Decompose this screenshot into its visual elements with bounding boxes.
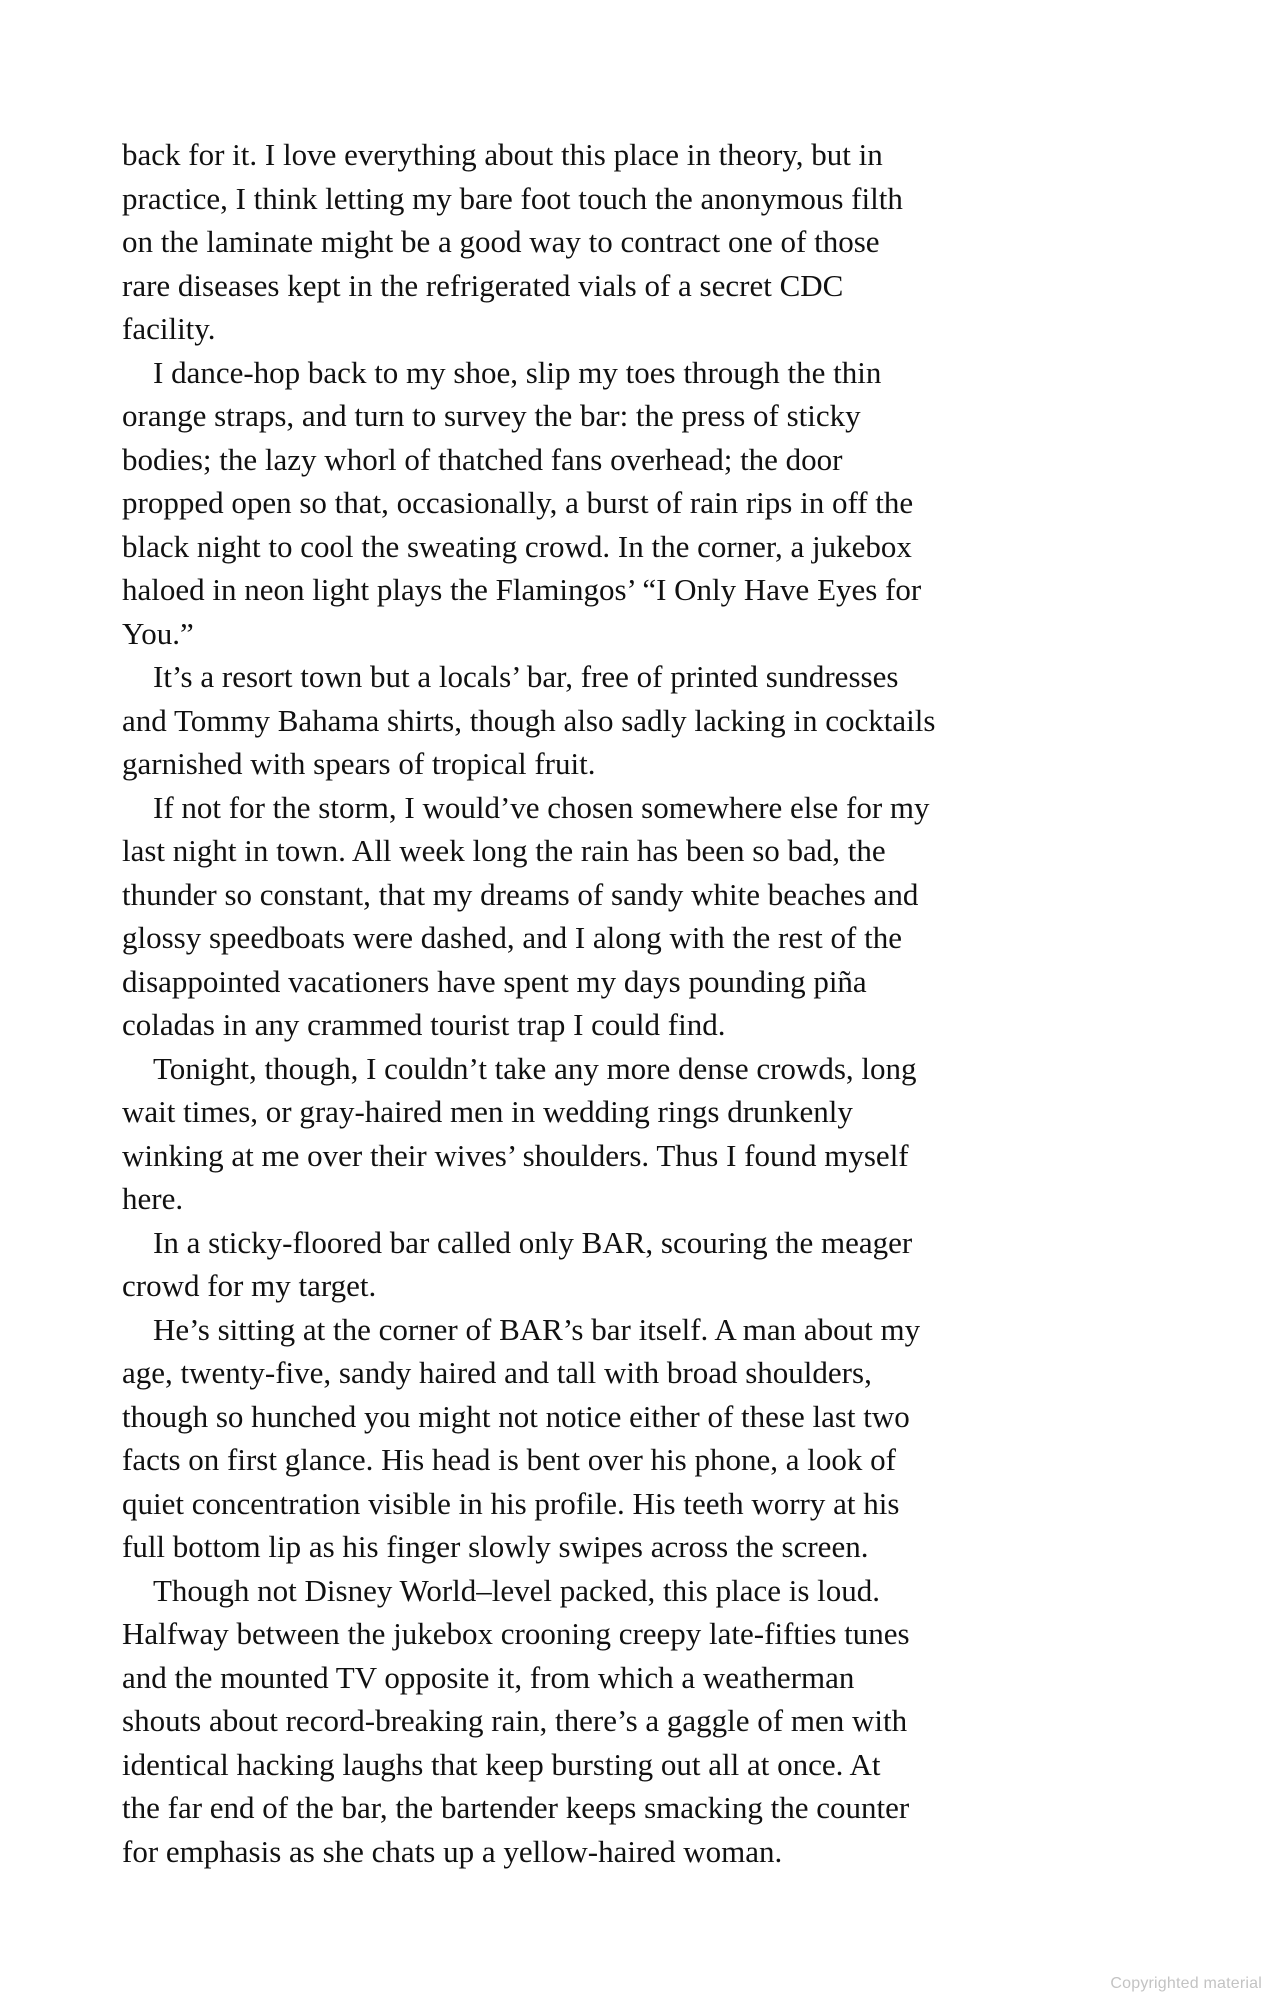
text-line: last night in town. All week long the rain has been so bad, the [122, 833, 886, 868]
text-line: rare diseases kept in the refrigerated vials of a secret CDC [122, 267, 844, 303]
text-line: Though not Disney World–level packed, this place is loud. [153, 1572, 881, 1608]
text-line: shouts about record-breaking rain, there’s a gaggle of men with [122, 1703, 908, 1738]
text-line: for emphasis as she chats up a yellow-haired woman. [122, 1833, 783, 1869]
text-line: full bottom lip as his finger slowly swipes across the screen. [122, 1529, 869, 1564]
copyright-watermark: Copyrighted material [1110, 1975, 1262, 1992]
text-line: back for it. I love everything about this place in theory, but in [122, 137, 883, 172]
text-line: wait times, or gray-haired men in wedding rings drunkenly [122, 1094, 853, 1129]
text-line: I dance-hop back to my shoe, slip my toes through the thin [153, 354, 882, 390]
text-line: here. [122, 1181, 184, 1216]
paragraph [122, 133, 1152, 351]
text-line: orange straps, and turn to survey the bar: the press of sticky [122, 398, 861, 433]
text-line: bodies; the lazy whorl of thatched fans overhead; the door [122, 441, 843, 477]
text-line: quiet concentration visible in his profile. His teeth worry at his [122, 1485, 900, 1521]
text-line: Halfway between the jukebox crooning creepy late-fifties tunes [122, 1616, 910, 1651]
text-line: In a sticky-floored bar called only BAR, scouring the meager [153, 1224, 913, 1260]
text-line: He’s sitting at the corner of BAR’s bar itself. A man about my [153, 1311, 921, 1347]
text-line: winking at me over their wives’ shoulders. Thus I found myself [122, 1137, 909, 1173]
text-line: If not for the storm, I would’ve chosen somewhere else for my [153, 789, 930, 825]
text-line: disappointed vacationers have spent my days pounding piña [122, 963, 867, 999]
text-line: propped open so that, occasionally, a burst of rain rips in off the [122, 485, 914, 520]
text-line: practice, I think letting my bare foot touch the anonymous filth [122, 180, 903, 216]
text-line: and Tommy Bahama shirts, though also sadly lacking in cocktails [122, 702, 936, 738]
text-line: coladas in any crammed tourist trap I could find. [122, 1007, 726, 1042]
text-line: You.” [122, 615, 194, 651]
text-line: crowd for my target. [122, 1268, 377, 1303]
paragraph [122, 1308, 1152, 1569]
text-line: It’s a resort town but a locals’ bar, free of printed sundresses [153, 659, 899, 694]
paragraph [122, 655, 1152, 786]
text-line: though so hunched you might not notice either of these last two [122, 1398, 910, 1434]
body-text [122, 133, 1152, 1873]
text-line: facility. [122, 311, 216, 346]
text-line: on the laminate might be a good way to contract one of those [122, 224, 880, 259]
text-line: glossy speedboats were dashed, and I along with the rest of the [122, 920, 902, 955]
paragraph [122, 351, 1152, 656]
text-line: and the mounted TV opposite it, from which a weatherman [122, 1659, 855, 1695]
text-line: identical hacking laughs that keep bursting out all at once. At [122, 1746, 881, 1782]
text-line: age, twenty-five, sandy haired and tall with broad shoulders, [122, 1355, 872, 1390]
paragraph [122, 1047, 1152, 1221]
paragraph [122, 786, 1152, 1047]
text-line: garnished with spears of tropical fruit. [122, 746, 596, 781]
paragraph [122, 1569, 1152, 1874]
text-line: thunder so constant, that my dreams of sandy white beaches and [122, 876, 919, 912]
text-line: the far end of the bar, the bartender keeps smacking the counter [122, 1790, 910, 1825]
text-line: haloed in neon light plays the Flamingos’ “I Only Have Eyes for [122, 572, 922, 607]
text-line: facts on first glance. His head is bent over his phone, a look of [122, 1442, 896, 1477]
text-line: black night to cool the sweating crowd. In the corner, a jukebox [122, 528, 912, 564]
paragraph [122, 1221, 1152, 1308]
text-line: Tonight, though, I couldn’t take any more dense crowds, long [153, 1050, 917, 1086]
